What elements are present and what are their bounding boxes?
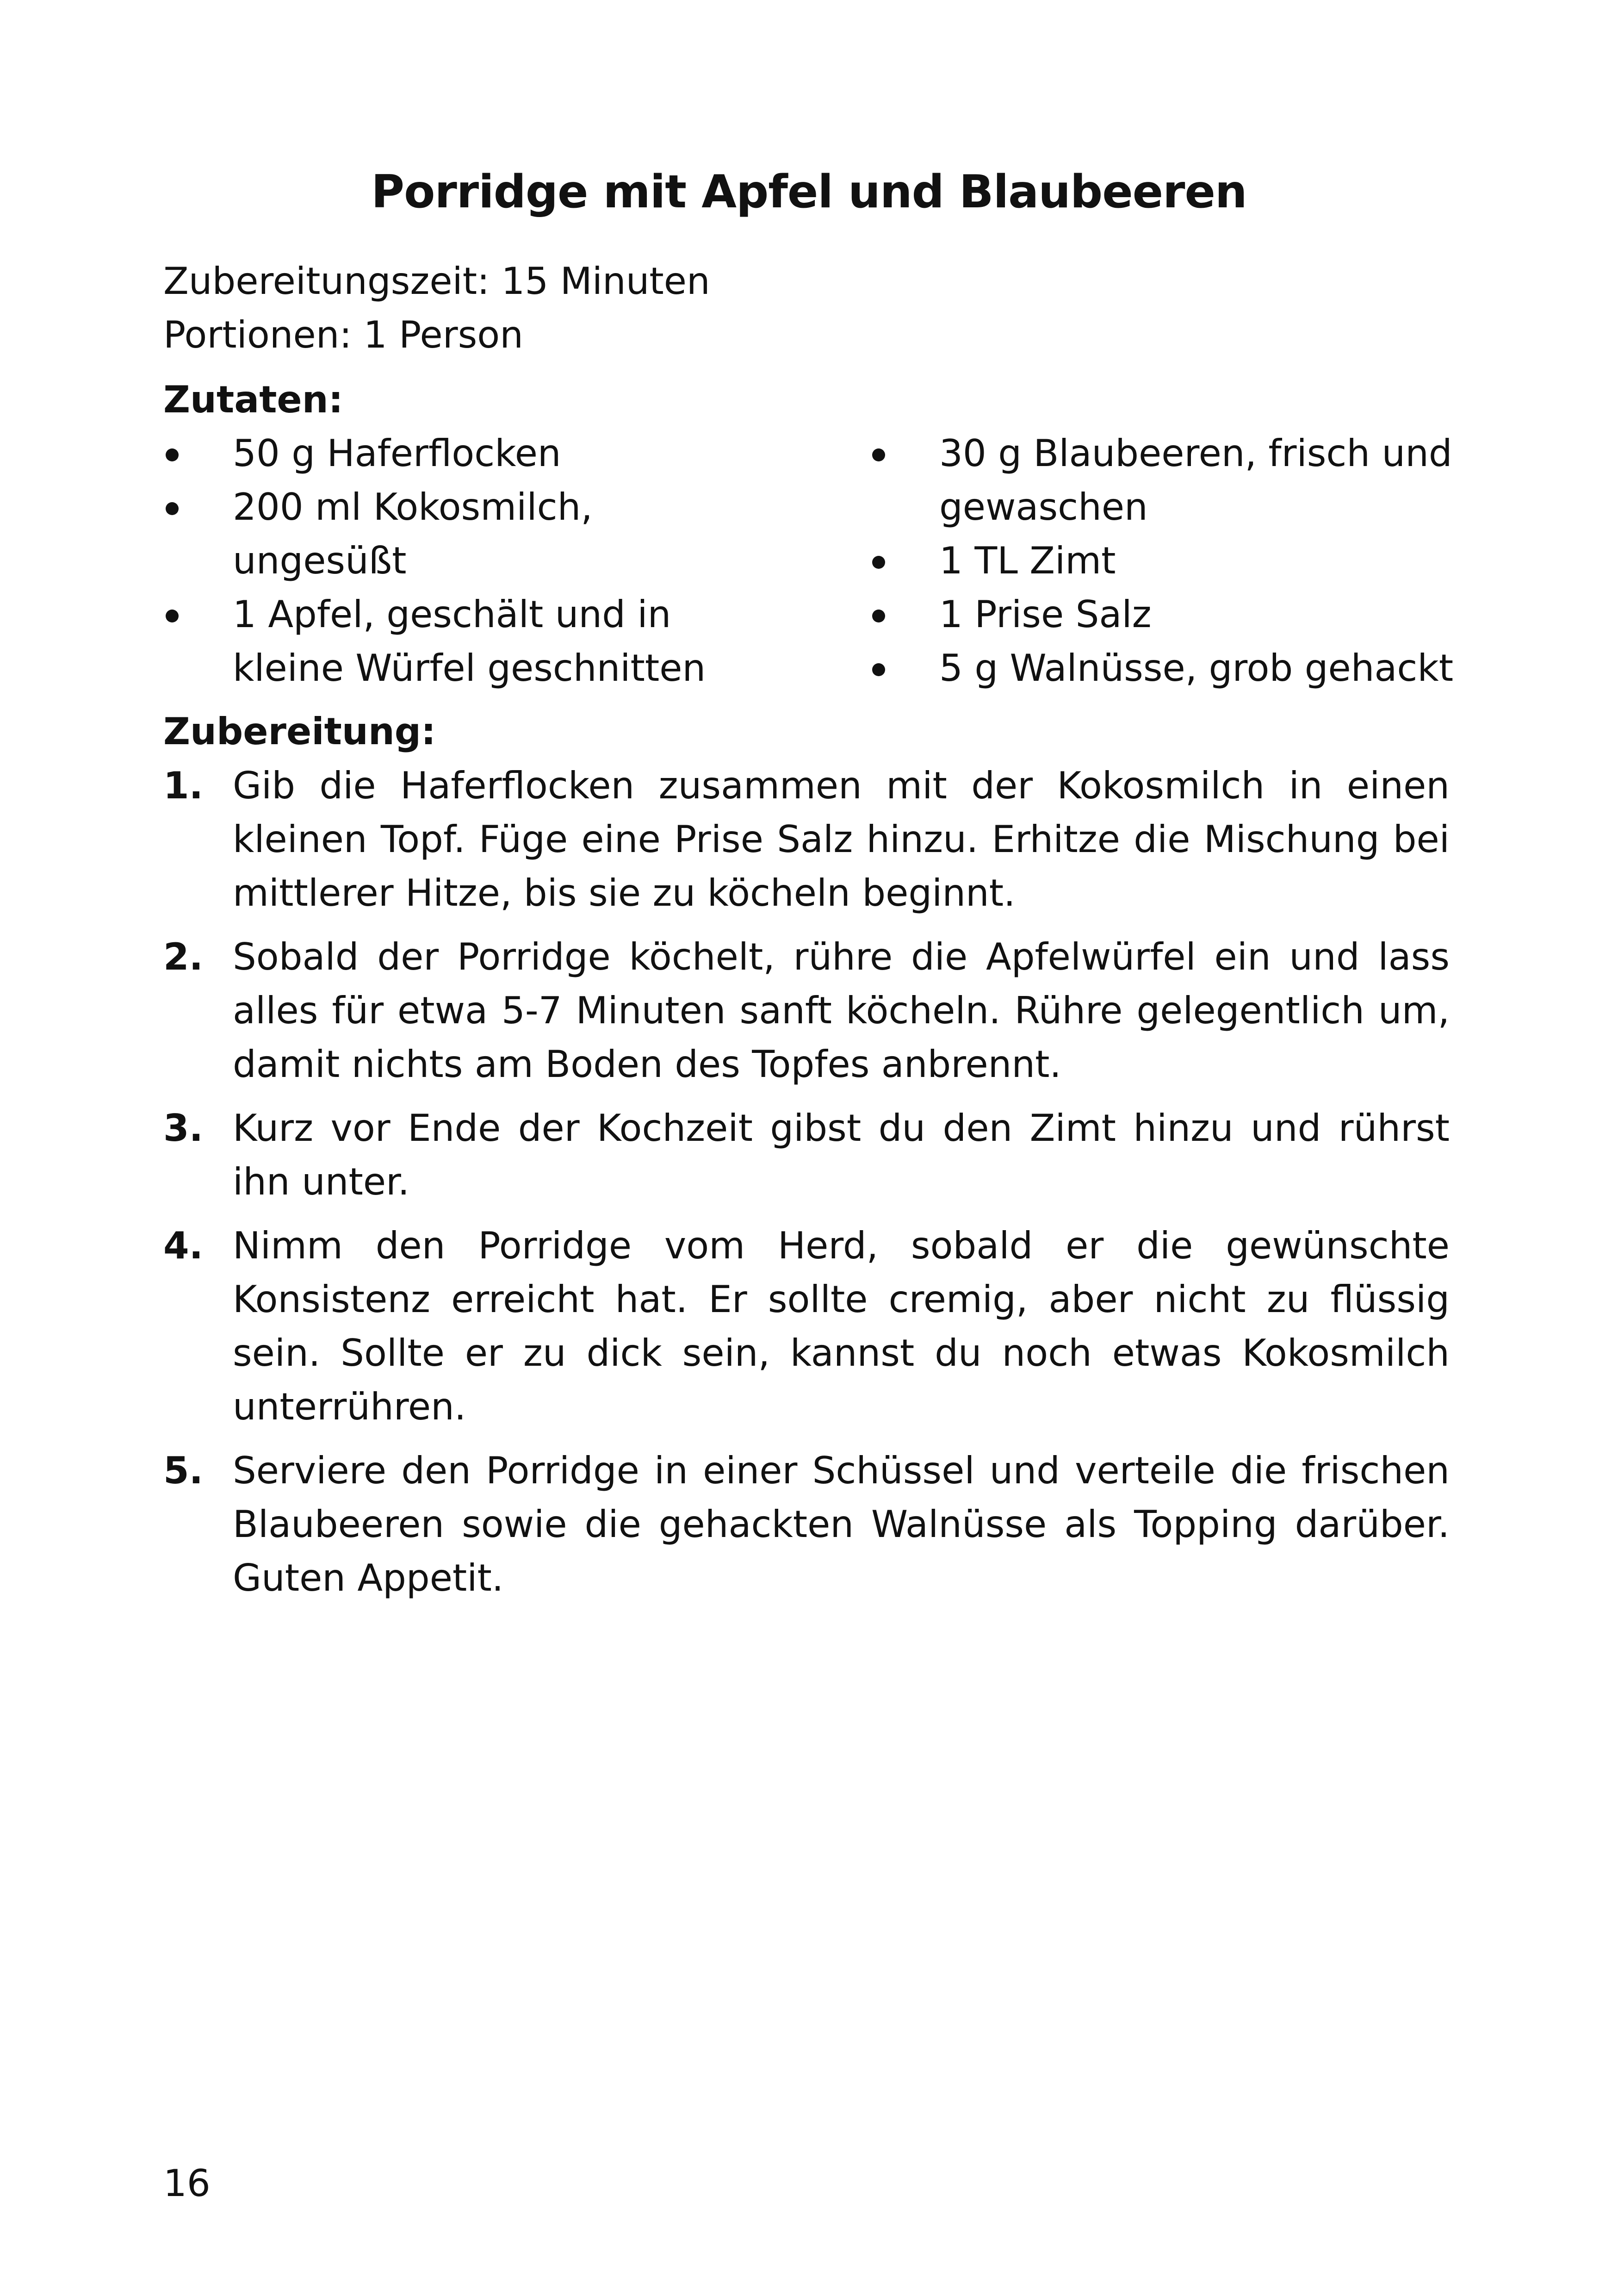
step-number: 5.	[163, 1449, 204, 1492]
servings: Portionen: 1 Person	[163, 313, 523, 356]
ingredient-text: 50 g Haferflocken	[233, 432, 561, 475]
step-item	[163, 1444, 1450, 1605]
step-number: 1.	[163, 764, 204, 807]
ingredient-item	[870, 534, 1462, 588]
step-text: Gib die Haferflocken zusammen mit der Kokosmilch in einen kleinen Topf. Füge eine Prise Salz hinzu. Erhitze die Mischung bei mittlerer Hitze, bis sie zu köcheln beginnt.	[233, 764, 1450, 915]
bullet-icon	[872, 556, 885, 569]
bullet-icon	[872, 610, 885, 622]
ingredient-text: 30 g Blaubeeren, frisch und gewaschen	[939, 432, 1452, 529]
ingredient-item	[870, 588, 1462, 641]
bullet-icon	[166, 502, 179, 515]
ingredients-list-right	[870, 427, 1462, 695]
step-item	[163, 759, 1450, 920]
ingredient-item	[163, 480, 709, 588]
step-number: 4.	[163, 1224, 204, 1267]
page-number: 16	[163, 2162, 211, 2205]
bullet-icon	[872, 448, 885, 461]
bullet-icon	[166, 610, 179, 622]
step-text: Nimm den Porridge vom Herd, sobald er die gewünschte Konsistenz erreicht hat. Er sollte cremig, aber nicht zu flüssig sein. Sollte er zu dick sein, kannst du noch etwas Kokosmilch unterrühren.	[233, 1224, 1450, 1428]
step-item	[163, 930, 1450, 1091]
ingredient-text: 1 TL Zimt	[939, 539, 1116, 582]
step-number: 2.	[163, 935, 204, 978]
bullet-icon	[872, 663, 885, 676]
bullet-icon	[166, 448, 179, 461]
step-text: Serviere den Porridge in einer Schüssel und verteile die frischen Blaubeeren sowie die gehackten Walnüsse als Topping darüber. Guten Appetit.	[233, 1449, 1450, 1599]
ingredient-text: 5 g Walnüsse, grob gehackt	[939, 647, 1454, 690]
step-number: 3.	[163, 1107, 204, 1150]
ingredient-text: 1 Apfel, geschält und in kleine Würfel geschnitten	[233, 593, 706, 690]
step-item	[163, 1219, 1450, 1434]
preparation-heading: Zubereitung:	[163, 710, 436, 753]
prep-time: Zubereitungszeit: 15 Minuten	[163, 260, 710, 303]
step-item	[163, 1101, 1450, 1209]
ingredients-heading: Zutaten:	[163, 378, 343, 421]
recipe-title: Porridge mit Apfel und Blaubeeren	[371, 166, 1247, 218]
ingredient-item	[163, 427, 709, 480]
ingredient-text: 1 Prise Salz	[939, 593, 1152, 636]
step-text: Kurz vor Ende der Kochzeit gibst du den Zimt hinzu und rührst ihn unter.	[233, 1107, 1450, 1203]
ingredient-text: 200 ml Kokosmilch, ungesüßt	[233, 485, 593, 582]
ingredients-list-left	[163, 427, 709, 695]
preparation-steps	[163, 759, 1450, 1615]
ingredient-item	[163, 588, 709, 695]
ingredient-item	[870, 427, 1462, 534]
step-text: Sobald der Porridge köchelt, rühre die Apfelwürfel ein und lass alles für etwa 5-7 Minuten sanft köcheln. Rühre gelegentlich um, damit nichts am Boden des Topfes anbrennt.	[233, 935, 1450, 1086]
ingredient-item	[870, 641, 1462, 695]
